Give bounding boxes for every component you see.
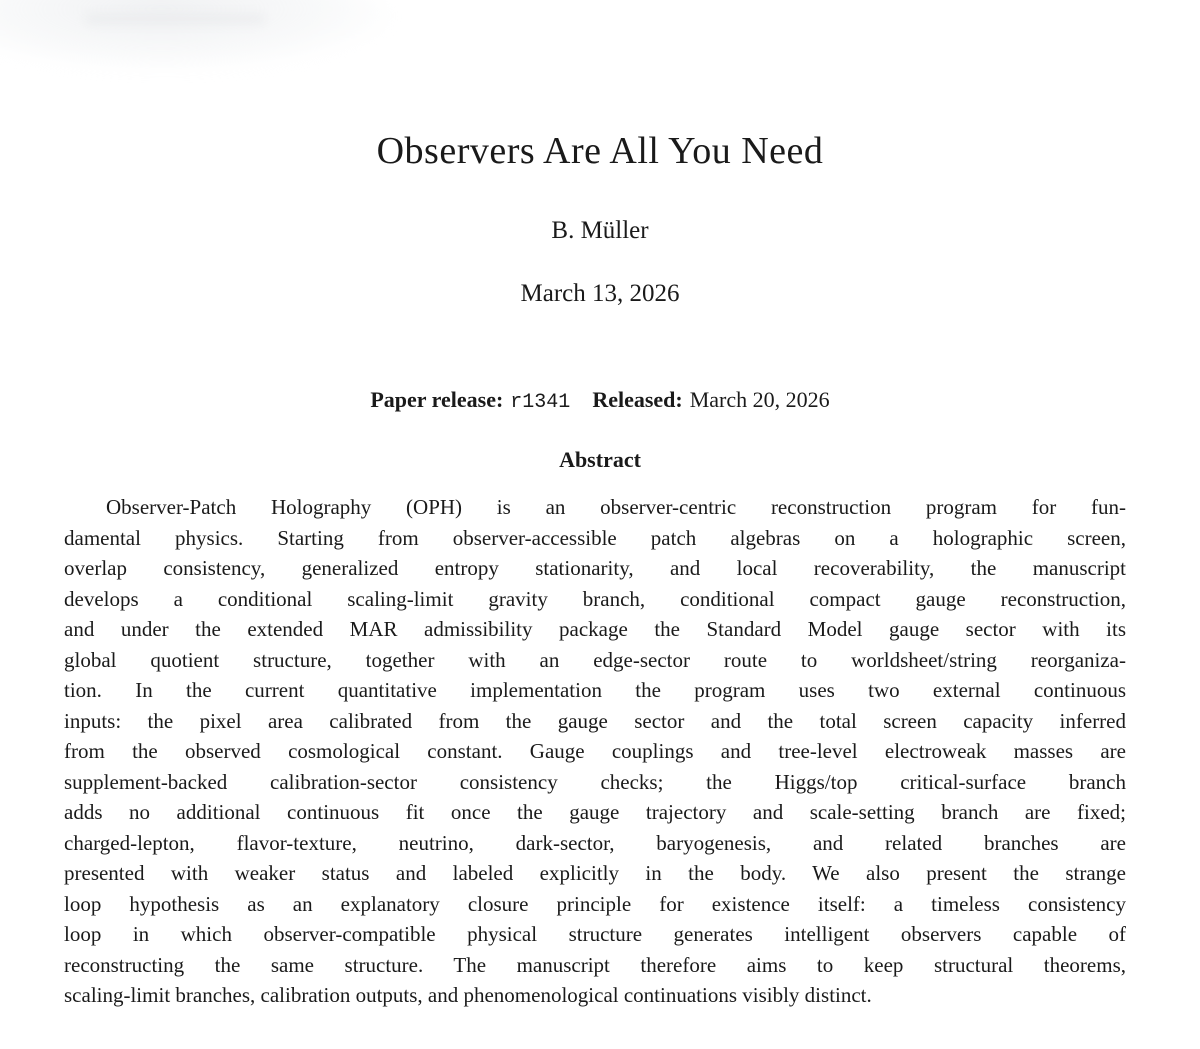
scan-smudge-streak [85,14,265,24]
abstract-line: Observer-Patch Holography (OPH) is an observer-centric reconstruction program for fun- [106,495,1126,519]
abstract-line: develops a conditional scaling-limit gravity branch, conditional compact gauge reconstruction, [64,586,1126,611]
abstract-body [64,492,1126,1011]
abstract-line: overlap consistency, generalized entropy stationarity, and local recoverability, the manuscript [64,556,1126,580]
abstract-line: charged-lepton, flavor-texture, neutrino, dark-sector, baryogenesis, and related branches are [64,830,1126,855]
abstract-line: and under the extended MAR admissibility package the Standard Model gauge sector with its [64,617,1126,641]
scan-smudge [0,0,390,70]
abstract-line: inputs: the pixel area calibrated from the gauge sector and the total screen capacity inferred [64,708,1126,733]
abstract-line: loop hypothesis as an explanatory closure principle for existence itself: a timeless consistency [64,891,1126,916]
paper-title: Observers Are All You Need [376,130,824,172]
abstract-line: presented with weaker status and labeled explicitly in the body. We also present the strange [64,861,1126,885]
released-date: March 20, 2026 [689,387,830,412]
abstract-heading: Abstract [559,447,641,472]
release-id: r1341 [510,391,571,414]
paper-date: March 13, 2026 [520,280,680,307]
paper-author: B. Müller [551,217,649,244]
abstract-line: tion. In the current quantitative implementation the program uses two external continuous [64,678,1126,702]
released-label: Released: [592,387,683,412]
abstract-line: reconstructing the same structure. The manuscript therefore aims to keep structural theorems, [64,952,1126,977]
release-line [0,387,1200,414]
abstract-line: global quotient structure, together with an edge-sector route to worldsheet/string reorganiza- [64,647,1126,672]
abstract-line: supplement-backed calibration-sector consistency checks; the Higgs/top critical-surface branch [64,769,1126,794]
release-label: Paper release: [370,387,504,412]
abstract-line: adds no additional continuous fit once the gauge trajectory and scale-setting branch are fixed; [64,800,1126,824]
abstract-line: scaling-limit branches, calibration outputs, and phenomenological continuations visibly distinct. [64,983,872,1007]
abstract-line: loop in which observer-compatible physical structure generates intelligent observers capable of [64,922,1126,946]
abstract-line: damental physics. Starting from observer-accessible patch algebras on a holographic screen, [64,525,1126,550]
abstract-line: from the observed cosmological constant. Gauge couplings and tree-level electroweak masses are [64,739,1126,763]
